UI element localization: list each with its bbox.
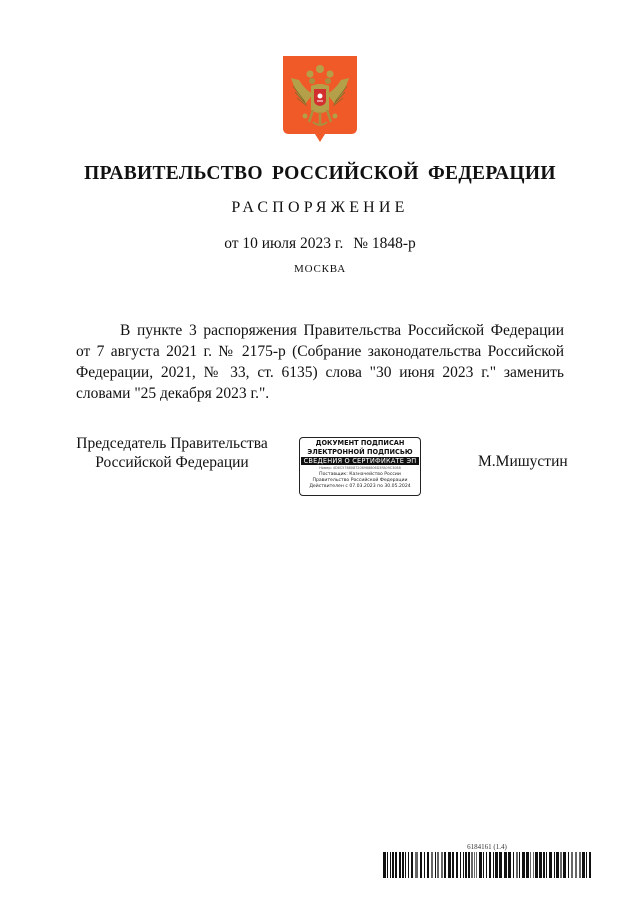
document-date: от 10 июля 2023 г. xyxy=(224,235,344,252)
signer-name: М.Мишустин xyxy=(478,453,568,470)
stamp-number-value: 4D6C5788087208988806D3FA09C3088 xyxy=(332,466,401,470)
barcode-icon xyxy=(383,852,591,878)
document-number: № 1848-р xyxy=(353,235,416,252)
signer-title-line1: Председатель Правительства xyxy=(76,435,268,452)
stamp-number-label: Номер: xyxy=(319,466,332,470)
stamp-validity: Действителен с 07.03.2023 по 30.05.2024 xyxy=(309,483,411,489)
body-paragraph: В пункте 3 распоряжения Правительства Российской Федерации от 7 августа 2021 г. № 2175-р (Собрание законодательства Российской Федерации, 2021, № 33, ст. 6135) слова "30 июня 2023 г." заменить словами "25 декабря 2023 г.". xyxy=(76,322,564,402)
document-city: МОСКВА xyxy=(294,263,346,275)
electronic-signature-stamp xyxy=(299,437,421,496)
document-date-number xyxy=(0,235,640,253)
stamp-owner: Правительство Российской Федерации xyxy=(312,477,408,483)
signer-title xyxy=(72,434,272,472)
coat-of-arms-icon xyxy=(283,56,357,143)
barcode-caption: 6184161 (1.4) xyxy=(467,843,507,851)
stamp-line2: ЭЛЕКТРОННОЙ ПОДПИСЬЮ xyxy=(307,448,413,456)
stamp-certificate-header: СВЕДЕНИЯ О СЕРТИФИКАТЕ ЭП xyxy=(301,457,419,465)
signer-title-line2: Российской Федерации xyxy=(95,454,249,471)
document-type: РАСПОРЯЖЕНИЕ xyxy=(231,199,409,216)
stamp-supplier: Поставщик: Казначейство России xyxy=(319,471,401,477)
stamp-line1: ДОКУМЕНТ ПОДПИСАН xyxy=(315,439,405,447)
government-title: ПРАВИТЕЛЬСТВО РОССИЙСКОЙ ФЕДЕРАЦИИ xyxy=(84,163,556,184)
